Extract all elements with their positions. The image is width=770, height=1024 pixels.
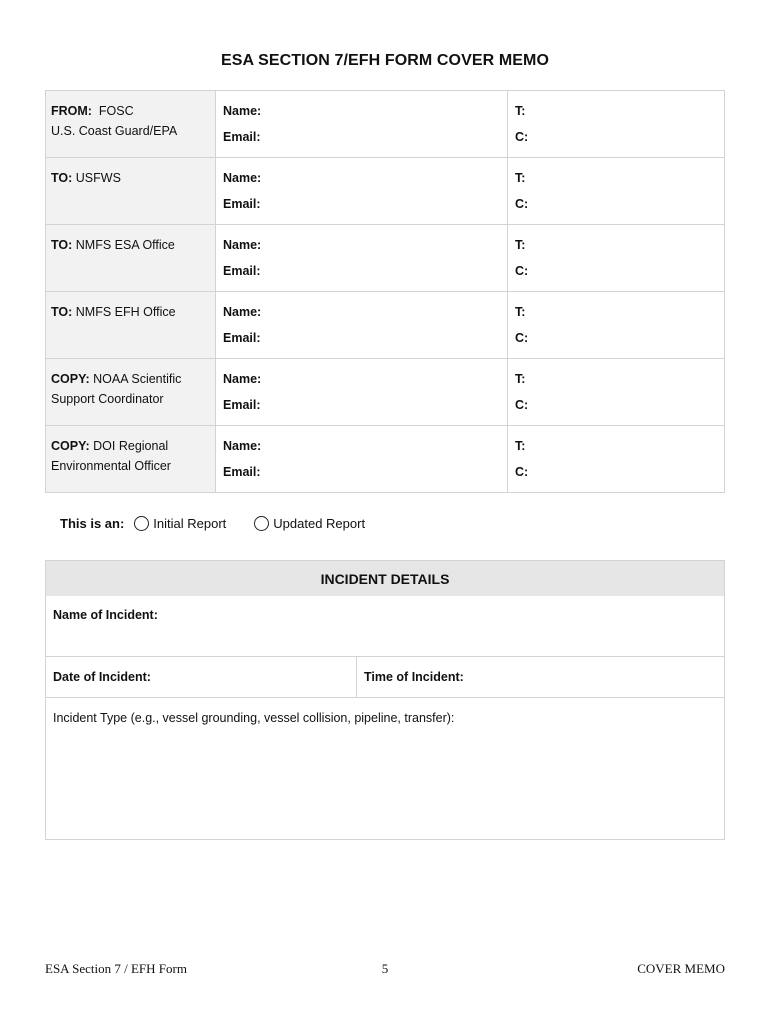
- party-name: NMFS EFH Office: [75, 305, 176, 319]
- cell-label: C:: [515, 398, 529, 412]
- page-footer: [45, 961, 725, 979]
- party-prefix: TO:: [51, 171, 73, 185]
- email-label: Email:: [223, 130, 261, 144]
- phone-cell[interactable]: [508, 292, 725, 359]
- party-cell: [46, 158, 216, 225]
- name-email-cell[interactable]: [216, 292, 508, 359]
- name-email-cell[interactable]: [216, 426, 508, 493]
- updated-report-label: Updated Report: [273, 516, 366, 531]
- telephone-label: T:: [515, 372, 526, 386]
- updated-report-radio[interactable]: [254, 516, 269, 531]
- name-label: Name:: [223, 238, 262, 252]
- incident-type-field[interactable]: [46, 698, 724, 725]
- name-label: Name:: [223, 171, 262, 185]
- incident-type-label: Incident Type (e.g., vessel grounding, vessel collision, pipeline, transfer):: [53, 711, 455, 725]
- name-email-cell[interactable]: [216, 91, 508, 158]
- party-prefix: TO:: [51, 305, 73, 319]
- telephone-label: T:: [515, 238, 526, 252]
- party-name: USFWS: [75, 171, 121, 185]
- party-name: DOI Regional: [93, 439, 169, 453]
- telephone-label: T:: [515, 439, 526, 453]
- incident-name-field[interactable]: [46, 596, 724, 657]
- cell-label: C:: [515, 465, 529, 479]
- contact-row-copy-doi: [46, 426, 725, 493]
- contact-row-from-fosc: [46, 91, 725, 158]
- party-name: FOSC: [98, 104, 134, 118]
- contact-row-to-nmfs-efh: [46, 292, 725, 359]
- incident-details-header: INCIDENT DETAILS: [46, 561, 724, 596]
- initial-report-option[interactable]: [134, 516, 226, 531]
- party-cell: [46, 292, 216, 359]
- phone-cell[interactable]: [508, 359, 725, 426]
- party-name-line2: U.S. Coast Guard/EPA: [51, 124, 178, 138]
- form-title: ESA SECTION 7/EFH FORM COVER MEMO: [220, 52, 550, 69]
- party-name: NMFS ESA Office: [75, 238, 175, 252]
- name-label: Name:: [223, 104, 262, 118]
- contact-row-to-usfws: [46, 158, 725, 225]
- party-cell: [46, 426, 216, 493]
- footer-page-number: 5: [381, 961, 389, 976]
- name-email-cell[interactable]: [216, 359, 508, 426]
- email-label: Email:: [223, 331, 261, 345]
- telephone-label: T:: [515, 171, 526, 185]
- email-label: Email:: [223, 197, 261, 211]
- party-prefix: TO:: [51, 238, 73, 252]
- incident-name-label: Name of Incident:: [53, 608, 158, 622]
- incident-details-section: [45, 560, 725, 840]
- cell-label: C:: [515, 197, 529, 211]
- phone-cell[interactable]: [508, 158, 725, 225]
- updated-report-option[interactable]: [254, 516, 365, 531]
- incident-date-field[interactable]: [46, 657, 357, 697]
- email-label: Email:: [223, 465, 261, 479]
- incident-time-label: Time of Incident:: [364, 670, 464, 684]
- footer-section-name: COVER MEMO: [637, 961, 725, 976]
- phone-cell[interactable]: [508, 225, 725, 292]
- party-name-line2: Environmental Officer: [51, 459, 171, 473]
- cell-label: C:: [515, 331, 529, 345]
- incident-date-label: Date of Incident:: [53, 670, 151, 684]
- cell-label: C:: [515, 130, 529, 144]
- party-prefix: FROM:: [51, 104, 92, 118]
- cell-label: C:: [515, 264, 529, 278]
- initial-report-label: Initial Report: [153, 516, 227, 531]
- report-type-label: This is an:: [60, 516, 125, 531]
- email-label: Email:: [223, 264, 261, 278]
- party-name: NOAA Scientific: [93, 372, 182, 386]
- name-email-cell[interactable]: [216, 225, 508, 292]
- footer-form-name: ESA Section 7 / EFH Form: [45, 961, 187, 976]
- phone-cell[interactable]: [508, 91, 725, 158]
- contacts-table: [45, 90, 725, 493]
- party-name-line2: Support Coordinator: [51, 392, 164, 406]
- report-type-group: [60, 516, 365, 531]
- party-prefix: COPY:: [51, 372, 90, 386]
- phone-cell[interactable]: [508, 426, 725, 493]
- telephone-label: T:: [515, 305, 526, 319]
- party-cell: [46, 359, 216, 426]
- name-label: Name:: [223, 305, 262, 319]
- telephone-label: T:: [515, 104, 526, 118]
- party-cell: [46, 225, 216, 292]
- party-cell: [46, 91, 216, 158]
- email-label: Email:: [223, 398, 261, 412]
- name-label: Name:: [223, 372, 262, 386]
- contact-row-copy-noaa: [46, 359, 725, 426]
- name-label: Name:: [223, 439, 262, 453]
- incident-date-time-row: [46, 657, 724, 698]
- incident-time-field[interactable]: [357, 657, 471, 697]
- initial-report-radio[interactable]: [134, 516, 149, 531]
- contact-row-to-nmfs-esa: [46, 225, 725, 292]
- name-email-cell[interactable]: [216, 158, 508, 225]
- party-prefix: COPY:: [51, 439, 90, 453]
